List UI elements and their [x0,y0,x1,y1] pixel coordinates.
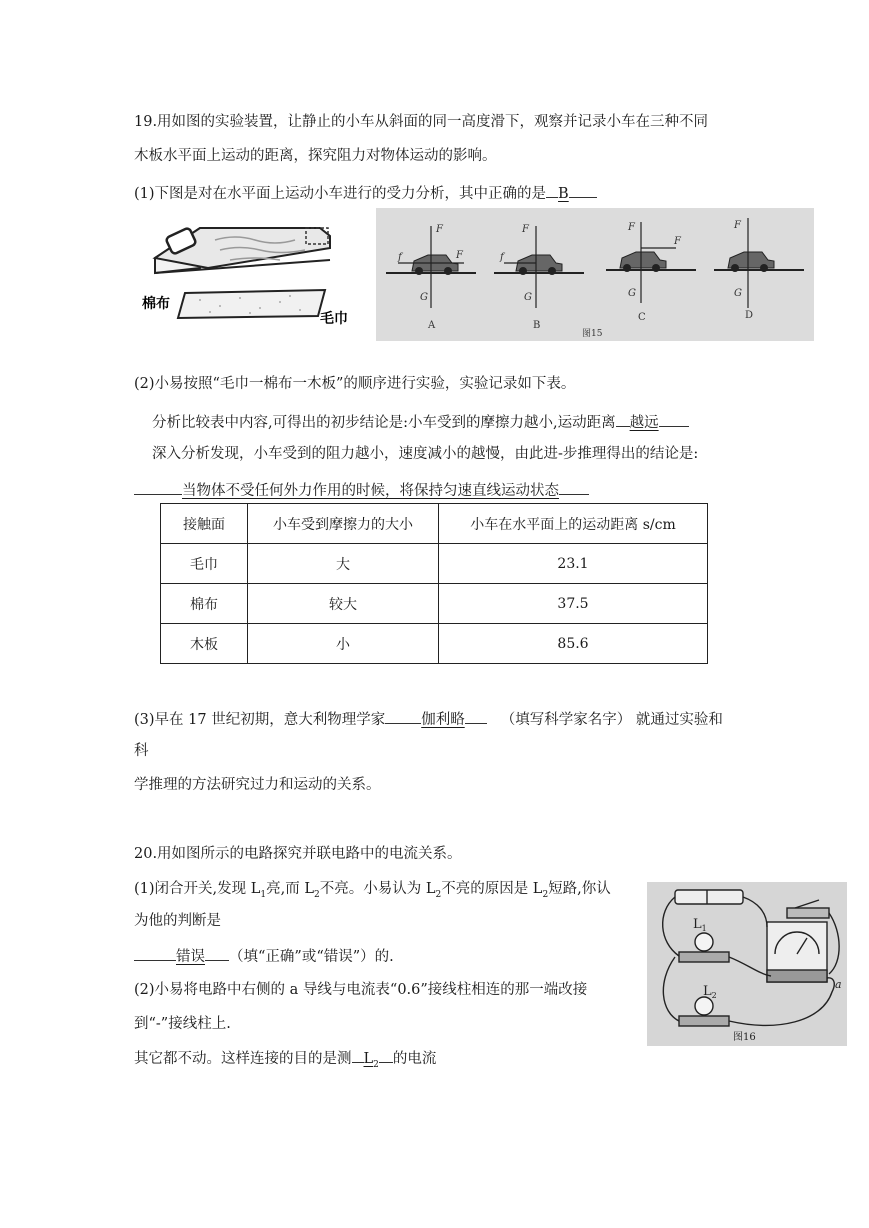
circuit-figure-16 [647,882,847,1046]
force-label: f [500,252,504,263]
table-cell: 较大 [248,584,439,624]
answer-blank-lead [352,1046,364,1063]
table-header: 小车在水平面上的运动距离 s/cm [439,504,708,544]
q19-part2-line2 [152,410,689,433]
table-header: 小车受到摩擦力的大小 [248,504,439,544]
answer-blank-tail [659,410,689,427]
force-label: F [522,224,529,235]
table-header-row [161,504,708,544]
answer-blank-tail [205,944,229,961]
option-c-label: C [638,312,646,323]
ramp-apparatus-figure [140,218,348,336]
table-cell: 大 [248,544,439,584]
q19-part2-answer: 越远 [629,415,659,431]
option-b-label: B [533,320,541,331]
table-cell: 37.5 [439,584,708,624]
table-row [161,624,708,664]
q20-text: 短路,你认 [548,881,611,897]
q19-part3-answer: 伽利略 [421,712,465,728]
table-cell: 小 [248,624,439,664]
q20-part2-answer-sub: 2 [373,1059,379,1070]
q19-part1 [134,181,597,204]
q20-part2-answer-letter: L [363,1051,374,1067]
q19-part3-line1 [134,707,723,730]
answer-blank-lead [385,707,421,724]
q19-intro-line1: 19.用如图的实验装置，让静止的小车从斜面的同一高度滑下，观察并记录小车在三种不同 [134,114,709,130]
q19-part3-text-a: (3)早在 17 世纪初期，意大利物理学家 [134,712,386,728]
label-l2-sub: 2 [711,991,717,1000]
label-a: a [835,978,842,991]
force-label: G [524,292,532,303]
table-cell: 23.1 [439,544,708,584]
figure-16-caption: 图16 [733,1032,756,1043]
q19-part3-text-b: （填写科学家名字） 就通过实验和 [500,712,723,728]
q20-subscript: 2 [313,889,320,900]
answer-blank-lead [134,944,176,961]
q20-part1-line1 [134,879,611,905]
q20-part2-text-a: 其它都不动。这样连接的目的是测 [134,1051,352,1067]
answer-blank-tail [559,478,589,495]
q20-text: 亮,而 L [266,881,314,897]
table-cell: 棉布 [161,584,248,624]
q20-text: (1)闭合开关,发现 L [134,881,261,897]
option-a-label: A [428,320,436,331]
force-label: G [734,288,742,299]
q19-part2-line1: (2)小易按照“毛巾一棉布一木板”的顺序进行实验，实验记录如下表。 [134,376,576,392]
q20-text: 不亮。小易认为 L [319,881,436,897]
q19-part1-text: (1)下图是对在水平面上运动小车进行的受力分析，其中正确的是 [134,186,547,202]
force-label: F [734,220,741,231]
q20-part2-line1: (2)小易将电路中右侧的 a 导线与电流表“0.6”接线柱相连的那一端改接 [134,982,588,998]
q20-part2-answer [363,1051,379,1070]
table-header: 接触面 [161,504,248,544]
force-diagram-figure-15 [376,208,814,341]
q20-part2-text-b: 的电流 [392,1051,437,1067]
q20-subscript: 2 [435,889,442,900]
table-cell: 木板 [161,624,248,664]
table-cell: 毛巾 [161,544,248,584]
results-table [160,503,708,664]
answer-blank-tail [569,181,597,198]
answer-blank-tail [379,1046,393,1063]
label-l1-letter: L [693,917,702,932]
label-cotton: 棉布 [142,295,170,311]
q20-part1-answer: 错误 [176,949,205,965]
answer-blank-lead [616,410,630,427]
answer-blank-tail [465,707,487,724]
answer-blank-lead [546,181,558,198]
q20-subscript: 1 [260,889,267,900]
table-cell: 85.6 [439,624,708,664]
answer-blank-lead [134,478,182,495]
label-l1-sub: 1 [701,924,707,933]
force-label: f [398,252,402,263]
force-label: F [456,250,463,261]
q20-part2-line3 [134,1046,436,1075]
q20-part1-tail: （填“正确”或“错误”）的. [229,949,394,965]
q19-part2-line3: 深入分析发现，小车受到的阻力越小，速度减小的越慢，由此进-步推理得出的结论是: [152,446,699,462]
table-row [161,544,708,584]
q20-part1-line3 [134,944,394,967]
q20-text: 不亮的原因是 L [441,881,543,897]
force-label: G [628,288,636,299]
q20-part1-line2: 为他的判断是 [134,913,221,929]
q19-part3-line2: 科 [134,743,149,759]
q20-subscript: 2 [542,889,549,900]
table-row [161,584,708,624]
label-towel: 毛巾 [320,310,348,326]
force-label: G [420,292,428,303]
label-l2-letter: L [703,984,712,999]
q19-part3-line3: 学推理的方法研究过力和运动的关系。 [134,777,381,793]
q20-intro: 20.用如图所示的电路探究并联电路中的电流关系。 [134,846,462,862]
force-label: F [436,224,443,235]
q19-part2-conclusion: 当物体不受任何外力作用的时候，将保持匀速直线运动状态 [182,483,559,499]
force-label: F [628,222,635,233]
option-d-label: D [745,310,754,321]
q19-intro-line2: 木板水平面上运动的距离，探究阻力对物体运动的影响。 [134,148,497,164]
force-label: F [674,236,681,247]
q20-part2-line2: 到“-”接线柱上. [134,1016,231,1032]
q19-part1-answer: B [558,186,569,202]
q19-part2-line4 [134,478,589,501]
figure-15-caption: 图15 [582,329,603,339]
q19-part2-line2-text: 分析比较表中内容,可得出的初步结论是:小车受到的摩擦力越小,运动距离 [152,415,616,431]
